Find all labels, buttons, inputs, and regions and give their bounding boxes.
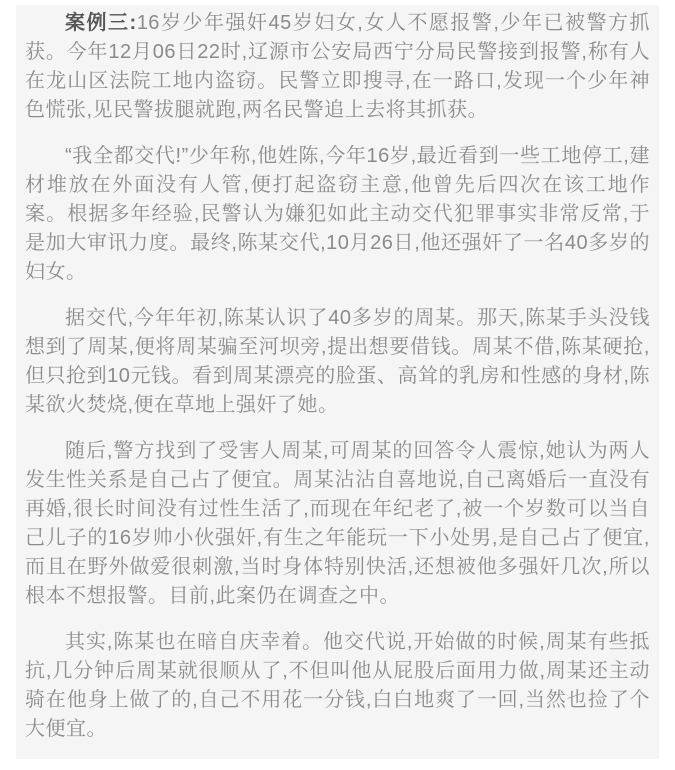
paragraph-case-summary [25,9,650,125]
paragraph-text: 随后,警方找到了受害人周某,可周某的回答令人震惊,她认为两人发生性关系是自己占了便宜。周某沾沾自喜地说,自己离婚后一直没有再婚,很长时间没有过性生活了,而现在年纪老了,被一个岁数可以当自己儿子的16岁帅小伙强奸,有生之年能玩一下小处男,是自己占了便宜,而且在野外做爱很刺激,当时身体特别快活,还想被他多强奸几次,所以根本不想报警。目前,此案仍在调查之中。 [25,440,650,607]
paragraph-crime-details [25,304,650,420]
paragraph-suspect-reaction [25,628,650,744]
article-panel [16,5,659,759]
article-body [25,9,650,744]
paragraph-text: 据交代,今年年初,陈某认识了40多岁的周某。那天,陈某手头没钱想到了周某,便将周某骗至河坝旁,提出想要借钱。周某不借,陈某硬抢,但只抢到10元钱。看到周某漂亮的脸蛋、高耸的乳房和性感的身材,陈某欲火焚烧,便在草地上强奸了她。 [25,307,650,416]
paragraph-text: 其实,陈某也在暗自庆幸着。他交代说,开始做的时候,周某有些抵抗,几分钟后周某就很顺从了,不但叫他从屁股后面用力做,周某还主动骑在他身上做了的,自己不用花一分钱,白白地爽了一回,当然也捡了个大便宜。 [25,631,650,740]
paragraph-confession [25,142,650,287]
paragraph-text: 16岁少年强奸45岁妇女,女人不愿报警,少年已被警方抓获。今年12月06日22时,辽源市公安局西宁分局民警接到报警,称有人在龙山区法院工地内盗窃。民警立即搜寻,在一路口,发现一个少年神色慌张,见民警拔腿就跑,两名民警追上去将其抓获。 [25,12,650,121]
case-label: 案例三: [65,12,137,34]
paragraph-text: “我全都交代!”少年称,他姓陈,今年16岁,最近看到一些工地停工,建材堆放在外面没有人管,便打起盗窃主意,他曾先后四次在该工地作案。根据多年经验,民警认为嫌犯如此主动交代犯罪事实非常反常,于是加大审讯力度。最终,陈某交代,10月26日,他还强奸了一名40多岁的妇女。 [25,145,650,283]
paragraph-victim-response [25,437,650,611]
document-page [0,5,675,770]
